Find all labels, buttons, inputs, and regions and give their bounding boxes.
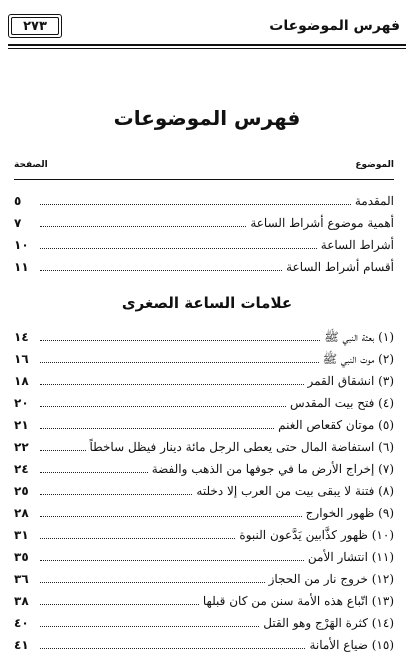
toc-entry — [14, 186, 394, 208]
dot-leader — [40, 270, 282, 271]
page-title: فهرس الموضوعات — [113, 106, 301, 130]
toc-entry-label: أقسام أشراط الساعة — [286, 260, 394, 274]
topic-column-header: الموضوع — [355, 160, 394, 170]
running-title: فهرس الموضوعات — [269, 18, 400, 34]
toc-entry-page: ٢٢ — [14, 440, 29, 454]
toc-entry-label: (١٢) خروج نار من الحجاز — [268, 572, 394, 586]
section-entries-list — [14, 322, 394, 652]
toc-entry-page: ١٨ — [14, 374, 29, 388]
toc-entry — [14, 564, 394, 586]
toc-entry-page: ٣٦ — [14, 572, 29, 586]
toc-entry-label: (١١) انتشار الأمن — [307, 550, 394, 564]
dot-leader — [40, 406, 286, 407]
column-rule — [14, 179, 394, 180]
toc-entry-page: ٢٥ — [14, 484, 29, 498]
toc-entry — [14, 542, 394, 564]
toc-entry-page: ٢١ — [14, 418, 29, 432]
header-rule — [8, 44, 406, 46]
dot-leader — [40, 204, 351, 205]
dot-leader — [40, 384, 304, 385]
toc-entry-page: ١٤ — [14, 330, 29, 344]
toc-entry-label: (١٣) اتّباع هذه الأمة سنن من كان قبلها — [202, 594, 394, 608]
toc-entry — [14, 208, 394, 230]
toc-entry-page: ٣١ — [14, 528, 29, 542]
column-headers — [14, 160, 394, 176]
dot-leader — [40, 248, 317, 249]
toc-entry-label: أهمية موضوع أشراط الساعة — [250, 216, 394, 230]
toc-entry — [14, 586, 394, 608]
toc-entry-page: ٥ — [14, 194, 22, 208]
toc-entry-page: ٣٥ — [14, 550, 29, 564]
dot-leader — [40, 582, 265, 583]
toc-entry-page: ٧ — [14, 216, 22, 230]
toc-entry — [14, 410, 394, 432]
toc-entry — [14, 630, 394, 652]
toc-entry — [14, 252, 394, 274]
toc-entry-page: ١٦ — [14, 352, 29, 366]
dot-leader — [40, 340, 320, 341]
intro-entries-list — [14, 186, 394, 274]
toc-entry-label: (٧) إخراج الأرض ما في جوفها من الذهب والفضة — [151, 462, 394, 476]
toc-entry — [14, 344, 394, 366]
running-head — [8, 14, 406, 44]
toc-entry — [14, 498, 394, 520]
toc-entry-label: (١٠) ظهور كذَّابين يَدَّعون النبوة — [239, 528, 394, 542]
toc-entry-label: (٩) ظهور الخوارج — [305, 506, 394, 520]
toc-entry-label: (٥) موتان كقعاص الغنم — [278, 418, 394, 432]
dot-leader — [40, 472, 148, 473]
dot-leader — [40, 538, 235, 539]
dot-leader — [40, 494, 192, 495]
toc-entry-page: ٤٠ — [14, 616, 29, 630]
toc-entry — [14, 520, 394, 542]
dot-leader — [40, 648, 305, 649]
toc-entry-label: (٢) موت النبي ﷺ — [322, 352, 394, 366]
dot-leader — [40, 428, 274, 429]
dot-leader — [40, 450, 86, 451]
toc-entry — [14, 230, 394, 252]
toc-entry-label: (٨) فتنة لا يبقى بيت من العرب إلا دخلته — [196, 484, 394, 498]
toc-entry — [14, 322, 394, 344]
toc-entry — [14, 388, 394, 410]
dot-leader — [40, 626, 259, 627]
toc-entry-page: ٤١ — [14, 638, 29, 652]
toc-entry — [14, 366, 394, 388]
toc-entry-page: ٢٠ — [14, 396, 29, 410]
toc-entry — [14, 476, 394, 498]
toc-entry-page: ٣٨ — [14, 594, 29, 608]
toc-entry — [14, 432, 394, 454]
page-number: ٢٧٣ — [8, 14, 62, 38]
toc-entry-page: ٢٨ — [14, 506, 29, 520]
toc-entry-label: أشراط الساعة — [320, 238, 394, 252]
toc-entry-label: (٦) استفاضة المال حتى يعطى الرجل مائة دينار فيظل ساخطاً — [89, 440, 394, 454]
dot-leader — [40, 604, 199, 605]
toc-entry-label: المقدمة — [354, 194, 394, 208]
toc-entry-page: ١٠ — [14, 238, 29, 252]
toc-entry-page: ١١ — [14, 260, 29, 274]
dot-leader — [40, 226, 246, 227]
toc-entry-page: ٢٤ — [14, 462, 29, 476]
toc-entry-label: (١٥) ضياع الأمانة — [309, 638, 394, 652]
page-column-header: الصفحة — [14, 160, 48, 170]
toc-entry-label: (١٤) كثرة الهَرْج وهو القتل — [263, 616, 394, 630]
toc-entry-label: (٣) انشقاق القمر — [307, 374, 394, 388]
dot-leader — [40, 516, 302, 517]
section-title: علامات الساعة الصغرى — [121, 294, 293, 312]
dot-leader — [40, 560, 304, 561]
toc-entry — [14, 454, 394, 476]
toc-entry-label: (١) بعثة النبي ﷺ — [324, 330, 394, 344]
toc-entry — [14, 608, 394, 630]
toc-entry-label: (٤) فتح بيت المقدس — [289, 396, 394, 410]
dot-leader — [40, 362, 319, 363]
